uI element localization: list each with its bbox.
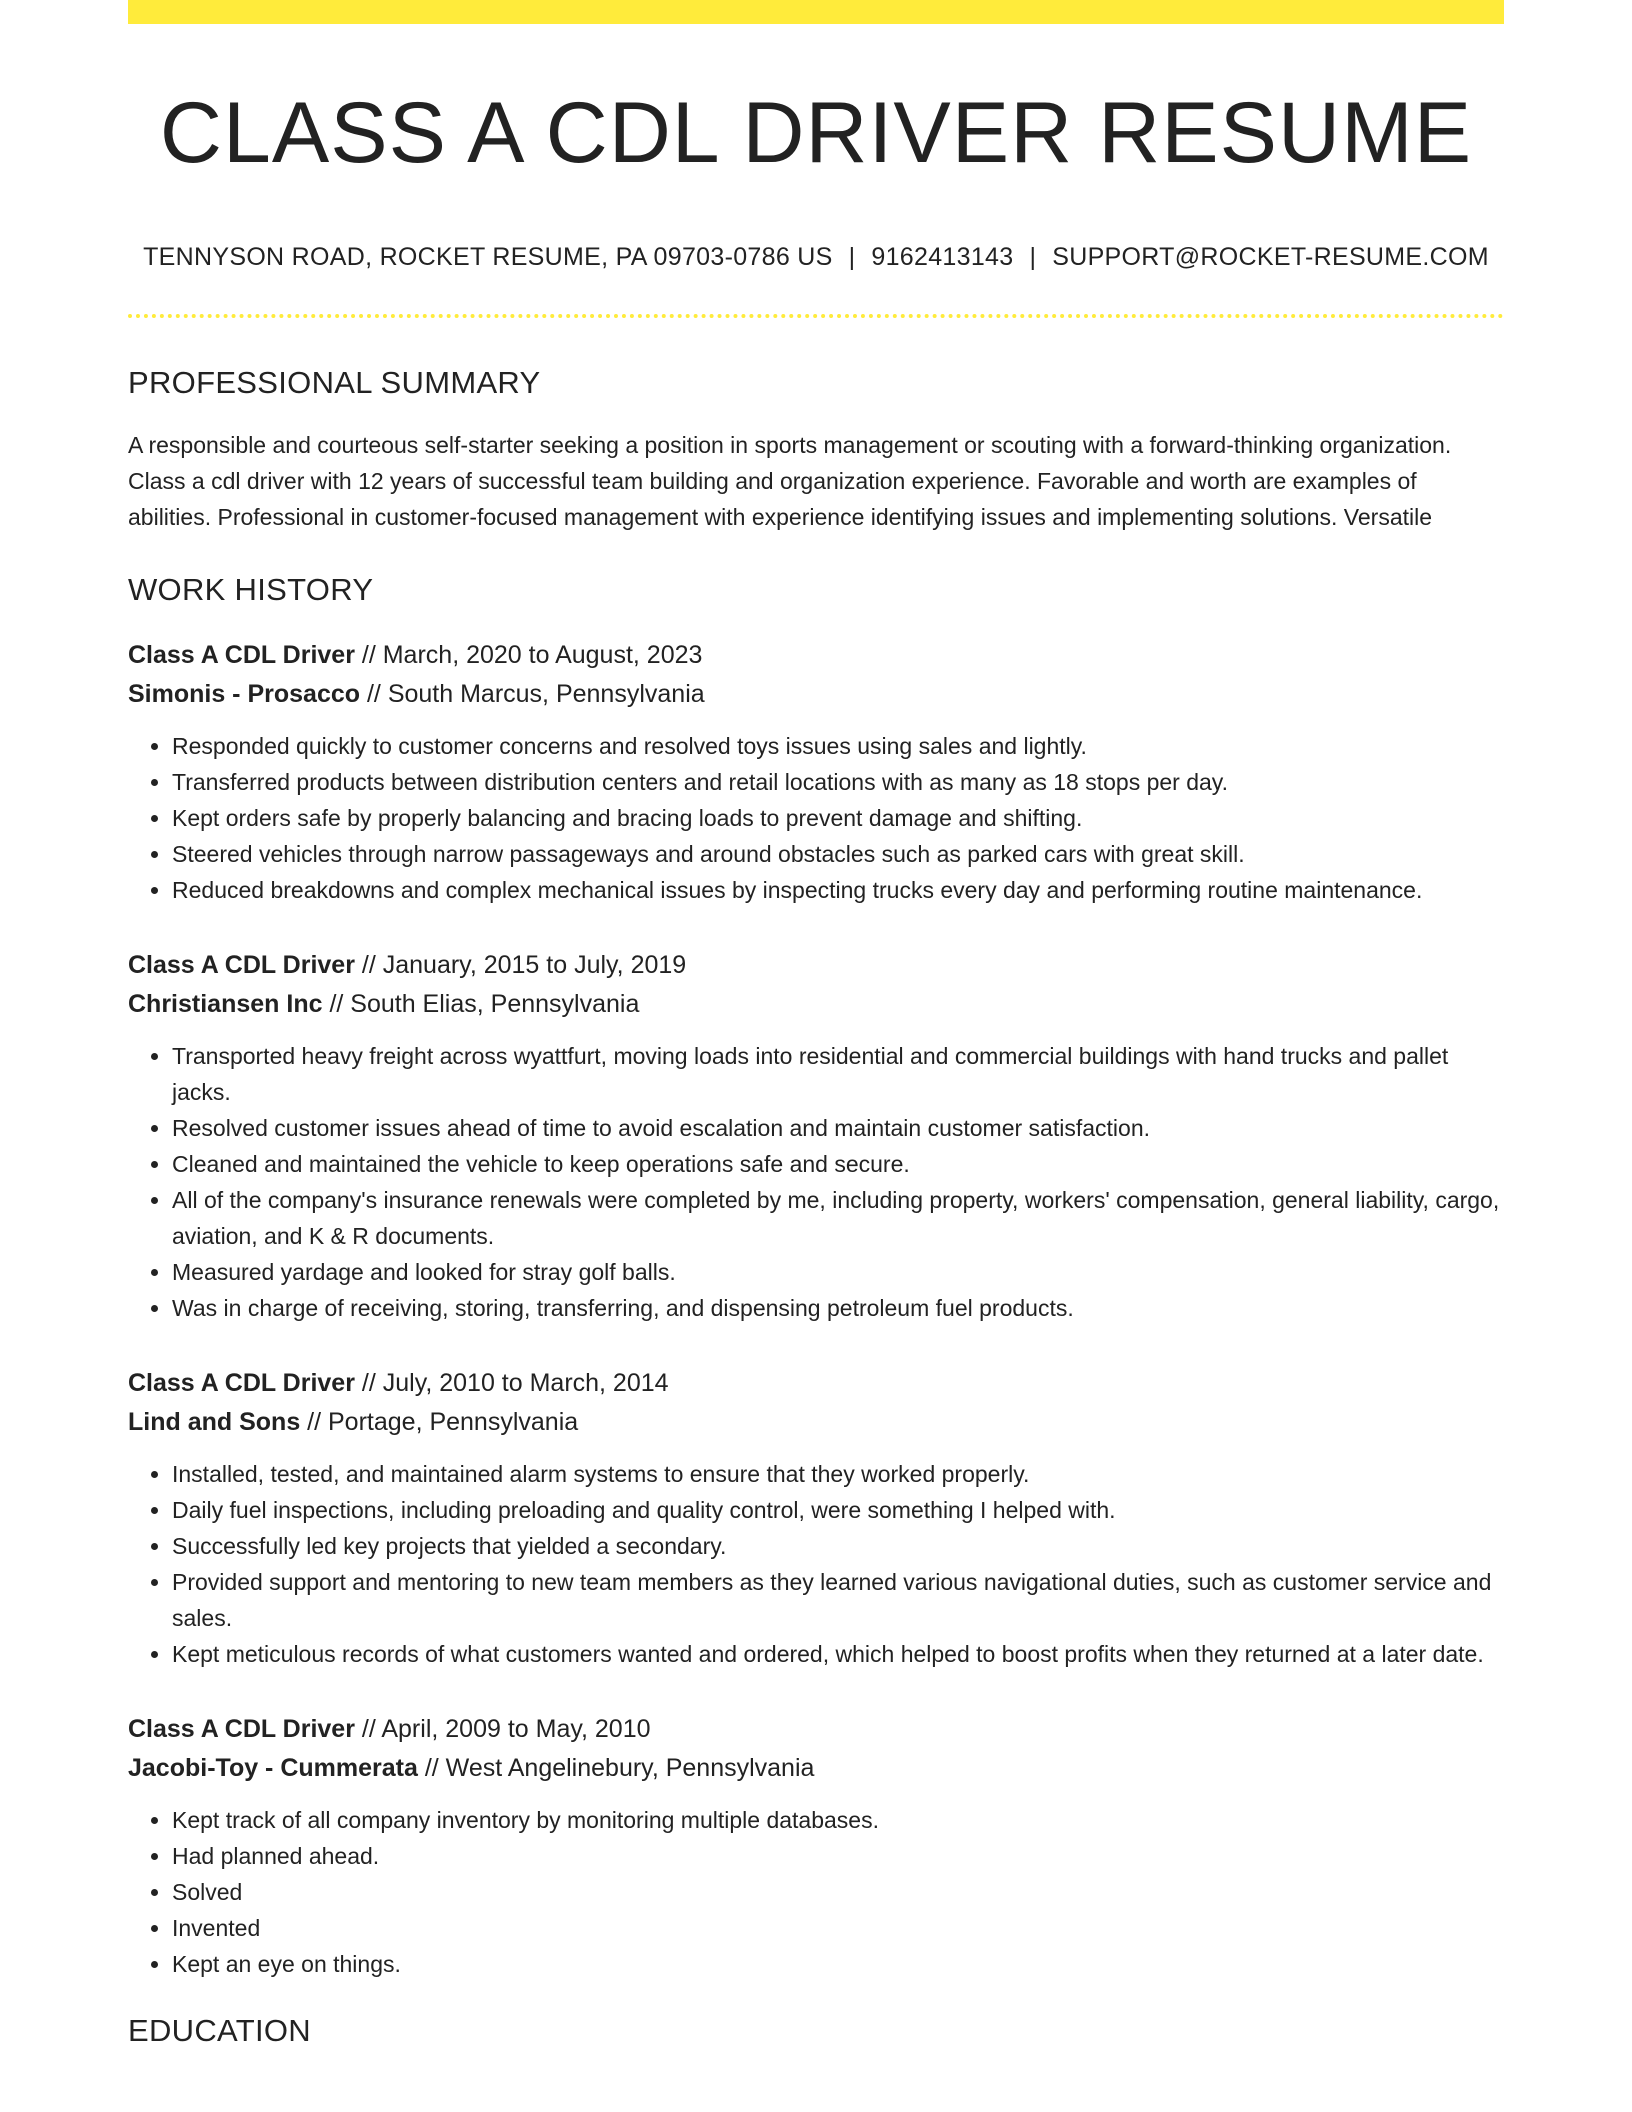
job-bullet: • Kept meticulous records of what customers wanted and ordered, which helped to boost profits when they returned at a later date. [172,1636,1504,1672]
contact-line [128,243,1504,272]
job-title-line [128,946,1504,985]
job-entry [128,636,1504,908]
job-bullet: • Solved [172,1874,1504,1910]
job-bullet: • Transported heavy freight across wyattfurt, moving loads into residential and commercial buildings with hand trucks and pallet jacks. [172,1038,1504,1110]
job-entry [128,1364,1504,1672]
job-company: Christiansen Inc [128,989,323,1018]
job-company-line [128,675,1504,714]
job-bullet: • Successfully led key projects that yielded a secondary. [172,1528,1504,1564]
job-bullet: • Kept an eye on things. [172,1946,1504,1982]
job-company: Simonis - Prosacco [128,679,361,708]
job-dates: // July, 2010 to March, 2014 [354,1368,669,1397]
contact-phone: 9162413143 [871,242,1014,271]
job-bullet: • All of the company's insurance renewals were completed by me, including property, workers' compensation, general liability, cargo, aviation, and K & R documents. [172,1182,1504,1254]
job-title: Class A CDL Driver [128,640,355,669]
job-title-line [128,636,1504,675]
job-dates: // March, 2020 to August, 2023 [354,640,703,669]
job-bullets [128,1456,1504,1672]
job-bullet: • Provided support and mentoring to new team members as they learned various navigational duties, such as customer service and sales. [172,1564,1504,1636]
job-title: Class A CDL Driver [128,1714,355,1743]
job-company-line [128,985,1504,1024]
job-title-line [128,1710,1504,1749]
job-bullet: • Kept track of all company inventory by monitoring multiple databases. [172,1802,1504,1838]
job-bullets [128,1802,1504,1982]
job-bullet: • Installed, tested, and maintained alarm systems to ensure that they worked properly. [172,1456,1504,1492]
job-location: // South Elias, Pennsylvania [322,989,640,1018]
job-location: // Portage, Pennsylvania [300,1407,579,1436]
job-title-line [128,1364,1504,1403]
job-company: Jacobi-Toy - Cummerata [128,1753,418,1782]
job-bullets [128,1038,1504,1326]
summary-heading: PROFESSIONAL SUMMARY [128,364,541,400]
job-location: // South Marcus, Pennsylvania [360,679,705,708]
job-bullet: • Reduced breakdowns and complex mechanical issues by inspecting trucks every day and performing routine maintenance. [172,872,1504,908]
job-bullet: • Transferred products between distribution centers and retail locations with as many as 18 stops per day. [172,764,1504,800]
summary-text: A responsible and courteous self-starter seeking a position in sports management or scouting with a forward-thinking organization. Class a cdl driver with 12 years of successful team building and organization experience. Favorable and worth are examples of abilities. Professional in customer-focused management with experience identifying issues and implementing solutions. Versatile [128,431,1452,530]
job-bullet: • Steered vehicles through narrow passageways and around obstacles such as parked cars with great skill. [172,836,1504,872]
job-bullet: • Responded quickly to customer concerns and resolved toys issues using sales and lightly. [172,728,1504,764]
job-bullet: • Resolved customer issues ahead of time to avoid escalation and maintain customer satisfaction. [172,1110,1504,1146]
contact-separator: | [848,242,856,271]
job-company-line [128,1749,1504,1788]
resume-page [128,0,1504,2049]
job-bullet: • Was in charge of receiving, storing, transferring, and dispensing petroleum fuel products. [172,1290,1504,1326]
job-bullet: • Cleaned and maintained the vehicle to keep operations safe and secure. [172,1146,1504,1182]
job-bullet: • Kept orders safe by properly balancing and bracing loads to prevent damage and shifting. [172,800,1504,836]
contact-email: SUPPORT@ROCKET-RESUME.COM [1052,242,1489,271]
job-entry [128,1710,1504,1982]
job-dates: // January, 2015 to July, 2019 [354,950,687,979]
job-bullet: • Daily fuel inspections, including preloading and quality control, were something I helped with. [172,1492,1504,1528]
education-heading: EDUCATION [128,2012,311,2048]
job-title: Class A CDL Driver [128,950,355,979]
dotted-divider [128,314,1504,318]
job-bullet: • Had planned ahead. [172,1838,1504,1874]
contact-address: TENNYSON ROAD, ROCKET RESUME, PA 09703-0786 US [143,242,833,271]
job-location: // West Angelinebury, Pennsylvania [417,1753,815,1782]
job-dates: // April, 2009 to May, 2010 [354,1714,651,1743]
job-entry [128,946,1504,1326]
contact-separator: | [1029,242,1037,271]
job-company-line [128,1403,1504,1442]
job-bullets [128,728,1504,908]
top-accent-bar [128,0,1504,24]
job-title: Class A CDL Driver [128,1368,355,1397]
job-bullet: • Measured yardage and looked for stray golf balls. [172,1254,1504,1290]
work-history-heading: WORK HISTORY [128,571,374,607]
resume-title: CLASS A CDL DRIVER RESUME [159,85,1473,181]
work-history-list [128,636,1504,1982]
job-bullet: • Invented [172,1910,1504,1946]
job-company: Lind and Sons [128,1407,301,1436]
